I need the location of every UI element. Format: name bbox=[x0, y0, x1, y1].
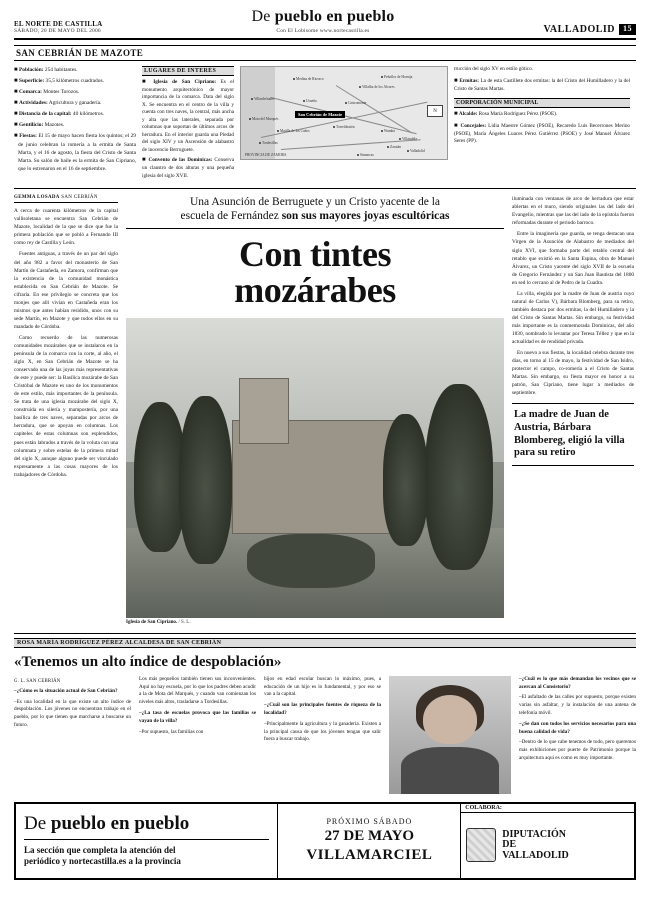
interview-credit: G. L. SAN CEBRIÁN bbox=[14, 678, 61, 684]
supplement-subtitle: Con El Lobisome www.nortecastilla.es bbox=[276, 28, 370, 34]
main-article bbox=[14, 195, 636, 625]
interview-title: «Tenemos un alto índice de despoblación» bbox=[14, 653, 282, 670]
article-left-column bbox=[14, 195, 118, 625]
map-town: Medina de Rioseco bbox=[293, 77, 324, 81]
pull-quote: La madre de Juan de Austria, Bárbara Blombereg, eligió la villa para su retiro bbox=[512, 403, 634, 465]
photo-tree bbox=[179, 396, 232, 564]
supplement-title-light: De bbox=[251, 8, 275, 25]
issue-date: SÁBADO, 20 DE MAYO DEL 2006 bbox=[14, 28, 101, 35]
sponsor-line-3: VALLADOLID bbox=[502, 849, 569, 861]
interview-column-4 bbox=[519, 676, 636, 794]
answer: –Por supuesto, las familias con bbox=[139, 728, 204, 735]
question: –¿La tasa de escuelas provoca que las familias se vayan de la villa? bbox=[139, 709, 256, 724]
list-item: ■ Alcalde: Rosa María Rodríguez Pérez (PSOE). bbox=[454, 110, 558, 117]
map-town: Villardefrades bbox=[251, 97, 274, 101]
headline-line-2: mozárabes bbox=[234, 269, 396, 310]
interview-text bbox=[264, 676, 381, 744]
byline-author: GEMMA LOSADA bbox=[14, 195, 60, 201]
question: –¿Se dan con todos los servicios necesarios para una buena calidad de vida? bbox=[519, 720, 636, 735]
kicker-line-1: Una Asunción de Berruguete y un Cristo yacente de la bbox=[189, 196, 441, 209]
photo-caption bbox=[126, 620, 504, 625]
map-town: Zaratán bbox=[387, 145, 401, 149]
list-item: ■ Convento de las Dominicas: Conserva un claustro de dos alturas y una pequeña iglesia del siglo XVII. bbox=[142, 157, 235, 179]
section-bar: SAN CEBRIÁN DE MAZOTE bbox=[14, 45, 636, 61]
map-town: Matilla de los Caños bbox=[277, 129, 310, 133]
interview-text bbox=[519, 676, 636, 763]
fact-band bbox=[14, 66, 636, 189]
facts-right-column bbox=[454, 66, 630, 182]
promo-banner bbox=[14, 802, 636, 880]
interview-text bbox=[139, 676, 256, 737]
map-town: Villanubla bbox=[399, 137, 417, 141]
promo-left bbox=[16, 804, 278, 878]
article-right-column bbox=[512, 195, 634, 625]
map-town: Mota del Marqués bbox=[249, 117, 278, 121]
map-town: Torrelobatón bbox=[333, 125, 355, 129]
sponsor-block bbox=[461, 813, 634, 878]
masthead bbox=[14, 8, 636, 40]
list-item: ■ Población: 254 habitantes. bbox=[14, 67, 78, 73]
masthead-right bbox=[544, 24, 637, 35]
facts-column bbox=[14, 66, 136, 182]
photo-bush bbox=[247, 534, 376, 588]
list-item: ■ Fiestas: El 15 de mayo hacen fiesta los quintos; el 29 de junio celebran la romería a la ermita de Santa Marta, y el 16 de agosto, la fiesta del Cristo de Santa Marta. Su salón de baile es la ermita de San Cipriano, que lo estrenaron en el 16 de septiembre. bbox=[14, 133, 136, 173]
promo-next-date: 27 DE MAYO bbox=[324, 828, 415, 845]
article-body-left bbox=[14, 207, 118, 479]
kicker-line-2: escuela de Fernández bbox=[180, 210, 282, 223]
promo-next-place: VILLAMARCIEL bbox=[306, 847, 433, 864]
paragraph: Como recuerdo de las numerosas comunidades mozárabes que se instalaron en la península de la comarca con la corte, al año, el siglo X, en San Cebrián de Mazote se ha conservado una de las joyas más representativas de este y puede ser: la Basílica mozárabe de San Cristóbal de Mazote es uno de los monumentos de este estilo, más importantes de la península. Se trata de una iglesia mozárabe del siglo X, construida en silería y mampostería, por una basílica de tres naves, separadas por arcos de herradura, que se apoyan en columnas. Los capiteles de estas columnas son esplendidos, pues están labrados a través de la voluta con una columnata y sobre estelas de la primera mitad del siglo X, aunque alguno puede ser vinculado expresamente a las cosas mayores de los trabajadores de Córdoba. bbox=[14, 334, 118, 478]
paragraph: trucción del siglo XV en estilo gótico. bbox=[454, 66, 534, 72]
map-town: Valladolid bbox=[407, 149, 425, 153]
article-center-column bbox=[126, 195, 504, 625]
map-town: Wamba bbox=[381, 129, 395, 133]
map-town: Castromonte bbox=[345, 101, 366, 105]
paragraph: Entre la imaginería que guarda, se tenga destacan una Virgen de la Asunción de Alabastro de mediados del siglo XVI, que formaba parte del retablo central del retablo que existió en la Santa Espina, obra de Manuel Álvarez, un Cristo yacente del siglo XVII de la escuela de Gregorio Fernández y un San Juan Bautista del 1800 en sed lo cercano al de Pedro de la Cuadra. bbox=[512, 231, 634, 286]
interview-subject-name: ROSA MARÍA RODRÍGUEZ PÉREZ bbox=[17, 639, 124, 646]
map-town: Simancas bbox=[357, 153, 374, 157]
locator-map bbox=[240, 66, 448, 160]
paragraph: La villa, elegida por la madre de Juan de austria cuyo natural de Carlos V), Bárbara Blomberg, para su retiro, también destaca por dos ermitas, la del Humilladero y la del Cristo de Santas Martas. Sin embargo, su festividad más importante es la conmemorada Dominicas, del año 1830, nombrado lo levantar por Teresa Téllez y que en la actualidad es de rendidad privada. bbox=[512, 290, 634, 346]
portrait-body bbox=[401, 747, 499, 794]
corporation-header: CORPORACIÓN MUNICIPAL bbox=[454, 98, 630, 108]
answer: –Principalmente la agricultura y la ganadería. Existen a la principal causa de que los jóvenes tengan que salir fuera a buscar trabajo. bbox=[264, 720, 381, 743]
promo-title bbox=[24, 814, 269, 833]
headline-line-1: Con tintes bbox=[238, 234, 391, 275]
promo-next-label: PRÓXIMO SÁBADO bbox=[326, 817, 413, 827]
corporation-list bbox=[454, 110, 630, 147]
interview-column-3 bbox=[264, 676, 381, 794]
list-item: ■ Gentilicio: Mazotes. bbox=[14, 122, 65, 128]
interview-column-1 bbox=[14, 676, 131, 794]
supplement-title bbox=[102, 8, 543, 26]
interview-portrait bbox=[389, 676, 511, 794]
masthead-center bbox=[102, 8, 543, 34]
interes-list bbox=[142, 78, 234, 180]
promo-subtitle bbox=[24, 839, 269, 867]
caption-text: Iglesia de San Cipriano. bbox=[126, 619, 178, 625]
question: –¿Cuál son las principales fuentes de riqueza de la localidad? bbox=[264, 702, 381, 716]
map-town: Urueña bbox=[303, 99, 317, 103]
photo-tower bbox=[239, 378, 288, 444]
answer: –El asfaltado de las calles por supuesto, porque existen varias sin asfaltar, y la instalación de una antena de telefonía móvil. bbox=[519, 694, 636, 716]
compass-icon: N bbox=[427, 105, 443, 117]
sponsor-name bbox=[502, 830, 569, 862]
byline bbox=[14, 195, 118, 203]
byline-place: SAN CEBRIÁN bbox=[61, 195, 98, 201]
promo-sponsor bbox=[461, 804, 634, 878]
coat-of-arms-icon bbox=[466, 828, 496, 862]
interview-subject-role: ALCALDESA DE SAN CEBRIÁN bbox=[124, 639, 222, 646]
article-body-right bbox=[512, 195, 634, 397]
interview-text bbox=[14, 688, 131, 730]
interview-column-2 bbox=[139, 676, 256, 794]
list-item: ■ Iglesia de San Cipriano: Es el monumento arquitectónico de mayor importancia de la comarca. Data del siglo X. Se encuentra en el centro de la villa y cuenta con tres naves, la central, más ancha y alta que las laterales, separada por columnas que soportan de últimos arcos de herradura. En el interior guarda una Piedad del siglo XIV y un Ascensión de alabastro de inocencio Berruguete. bbox=[142, 79, 235, 153]
question: –¿Cómo es la situación actual de San Cebrián? bbox=[14, 687, 118, 694]
interes-column bbox=[142, 66, 234, 182]
interview-header bbox=[14, 638, 636, 648]
map-region-label: PROVINCIA DE ZAMORA bbox=[245, 153, 287, 157]
portrait-face bbox=[423, 695, 477, 745]
map-town: Villalba de los Alcores bbox=[359, 85, 395, 89]
promo-title-bold: pueblo en pueblo bbox=[50, 813, 190, 835]
map-town: Peñaflor de Hornija bbox=[381, 75, 412, 79]
paragraph: Fuentes antiguas, a través de un par del siglo del año 982 a favor del monasterio de San Martín de Castañeda, en Zamora, confirman que la existencia de la comunidad monástica establecida en San Cebrián de Mazote. Se cifraría. En ese privilegio se concreta que los monjes que allí vivían en Castañeda eran los mismos que antes habían residido, unos con su sede Martín, en Mazote y que todos ellos en su mandado de Córdoba. bbox=[14, 251, 118, 330]
interes-header: LUGARES DE INTERÉS bbox=[142, 66, 234, 76]
promo-title-light: De bbox=[24, 813, 51, 835]
answer: –Es una localidad en la que existe un alto índice de despoblación. Los jóvenes no encuentran trabajo en el pueblo, por lo que tienen que marcharse a buscarse un futuro. bbox=[14, 698, 131, 728]
promo-next-issue bbox=[278, 804, 461, 878]
supplement-title-bold: pueblo en pueblo bbox=[274, 8, 395, 25]
kicker-bold: son sus mayores joyas escultóricas bbox=[281, 210, 450, 223]
map-town: Tordesillas bbox=[259, 141, 278, 145]
facts-list bbox=[14, 66, 136, 173]
list-item: ■ Superficie: 35,5 kilómetros cuadrados. bbox=[14, 78, 104, 84]
interview-photo-column bbox=[389, 676, 511, 794]
sponsor-line-1: DIPUTACIÓN bbox=[502, 828, 566, 840]
answer: hijos en edad escolar buscan lo máximo, pues, a educación de un hijo es lo fundamental, y por eso se van a la capital. bbox=[264, 675, 381, 698]
interview-columns bbox=[14, 676, 636, 794]
paragraph: ■ Ermitas: La de esta Castillete dos ermitas: la del Cristo del Humilladero y la del Cristo de Santas Martas. bbox=[454, 77, 631, 92]
question: –¿Cuál es lo que más demandan los vecinos que se acercan al Consistorio? bbox=[519, 675, 636, 690]
list-item: ■ Actividades: Agricultura y ganadería. bbox=[14, 100, 102, 106]
paper-name: EL NORTE DE CASTILLA bbox=[14, 19, 103, 28]
paragraph: A cerca de cuarenta kilómetros de la capital vallisoletana se encuentra San Cebrián de Mazote, localidad de la que se dice que fue la primera población que se pobló a Fernando III como rey de Castilla y León. bbox=[14, 208, 118, 247]
map-column bbox=[240, 66, 448, 182]
article-kicker bbox=[126, 195, 504, 229]
masthead-left bbox=[14, 21, 102, 35]
answer: Los más pequeños también tienen sus inconvenientes. Aquí no hay escuela, por lo que los padres deben acudir a la de Mota del Marqués, y cuando van comienzan los niveles más altos, trasladarse a Tordesillas. bbox=[139, 675, 256, 706]
caption-credit: / S. L. bbox=[178, 619, 191, 625]
answer: –Dentro de lo que cabe tenemos de todo, pero queremos más exhibiciones por puerte de Patrimonio porque la arquitectura aquí es como es muy importante. bbox=[519, 739, 636, 761]
right-text bbox=[454, 66, 630, 94]
collab-label: COLABORA: bbox=[461, 804, 634, 813]
photo-tree bbox=[383, 414, 428, 546]
article-photo bbox=[126, 318, 504, 618]
page-number: 15 bbox=[619, 24, 636, 35]
promo-subtitle-line-2: periódico y nortecastilla.es a la provincia bbox=[24, 856, 181, 867]
paragraph: iluminada con ventanas de arco de herradura que estar abiertas en el muro, siendo originales las del lado del Evangelio, mientras que las del lado de la epístola fueron reformadas durante el periodo barroco. bbox=[512, 196, 634, 227]
interview-section bbox=[14, 633, 636, 794]
promo-subtitle-line-1: La sección que completa la atención del bbox=[24, 845, 176, 856]
list-item: ■ Distancia de la capital: 40 kilómetros. bbox=[14, 111, 105, 117]
headline bbox=[126, 234, 504, 310]
map-region-shade bbox=[241, 67, 275, 160]
edition-name: VALLADOLID bbox=[543, 24, 615, 35]
list-item: ■ Concejales: Lidia Maestre Gómez (PSOE), Recaredo Luis Becerrones Merino (PSOE), María Ángeles Luaces Pérez Gutiérrez (PSOE) y José Manuel Álvarez Seres (PP). bbox=[454, 122, 631, 145]
map-focus-label: San Cebrián de Mazote bbox=[295, 111, 345, 118]
sponsor-line-2: DE bbox=[502, 839, 517, 851]
paragraph: En nuevo a sus fiestas, la localidad celebra durante tres días, en torno al 15 de mayo, la festividad de San Isidro, protector el campo, co-romería a el Cristo de Santas Martas. Sin embargo, su fiesta mayor en honor a su patrón, San Cipriano, tiene lugar a mediados de septiembre. bbox=[512, 350, 634, 397]
list-item: ■ Comarca: Montes Torozos. bbox=[14, 89, 80, 95]
photo-tree bbox=[425, 384, 493, 570]
